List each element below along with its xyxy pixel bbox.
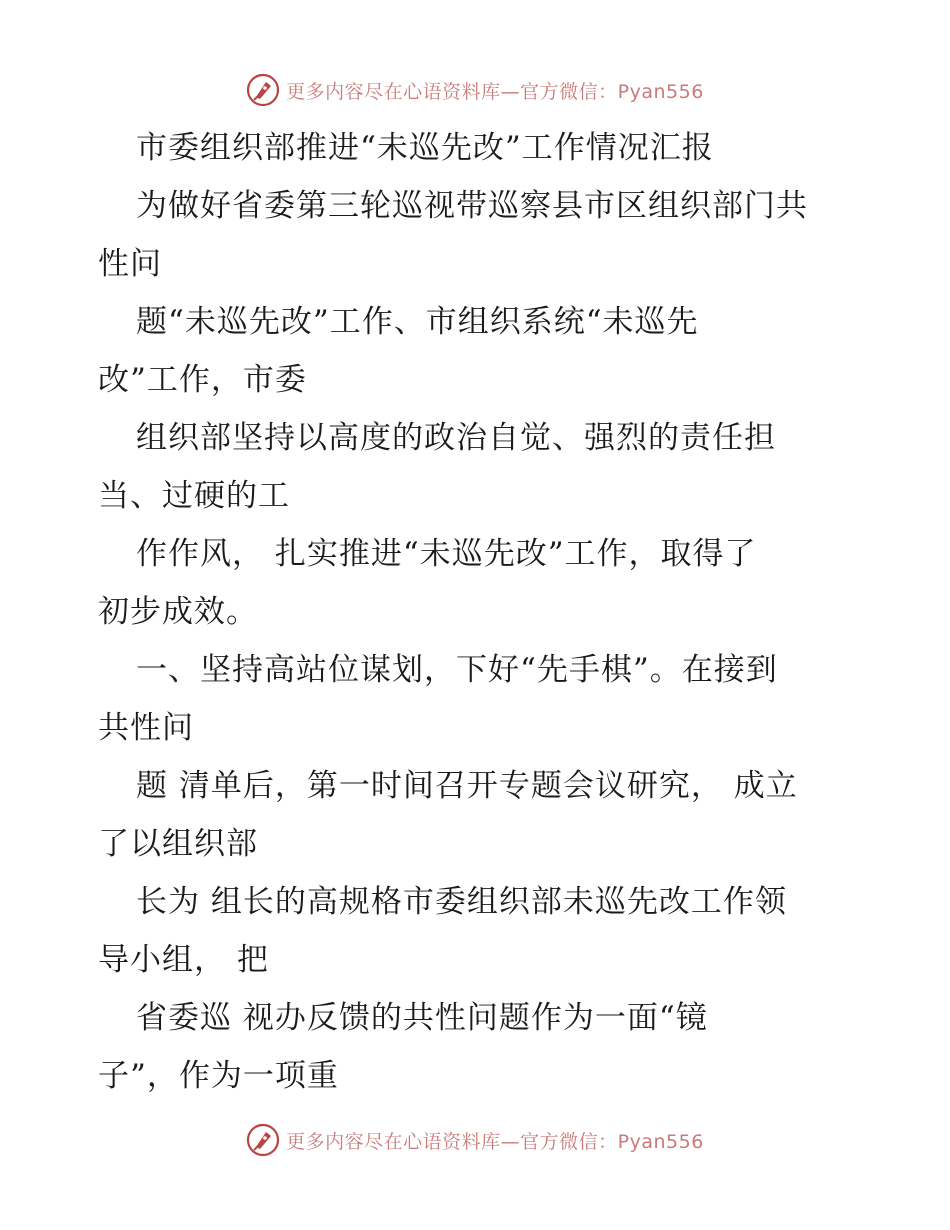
paragraph-line: 组织部坚持以高度的政治自觉、强烈的责任担 (136, 420, 776, 456)
section-heading-line: 一、坚持高站位谋划，下好“先手棋”。在接到 (136, 652, 778, 688)
paragraph-line: 当、过硬的工 (98, 478, 290, 514)
paragraph-line: 题 清单后，第一时间召开专题会议研究， 成立 (136, 768, 798, 804)
paragraph-line: 长为 组长的高规格市委组织部未巡先改工作领 (136, 884, 787, 920)
paragraph-line: 初步成效。 (98, 594, 258, 630)
pen-nib-seal-icon (246, 1123, 280, 1157)
footer-watermark (0, 1120, 950, 1160)
paragraph-line: 改”工作，市委 (98, 362, 307, 398)
paragraph-line: 子”，作为一项重 (98, 1058, 339, 1094)
paragraph-line: 题“未巡先改”工作、市组织系统“未巡先 (136, 304, 699, 340)
pen-nib-seal-icon (246, 73, 280, 107)
document-title: 市委组织部推进“未巡先改”工作情况汇报 (136, 130, 714, 166)
header-watermark (0, 70, 950, 110)
paragraph-line: 为做好省委第三轮巡视带巡察县市区组织部门共 (136, 188, 808, 224)
paragraph-line: 导小组， 把 (98, 942, 269, 978)
watermark-text: 更多内容尽在心语资料库—官方微信：Pyan556 (286, 80, 704, 103)
watermark-text: 更多内容尽在心语资料库—官方微信：Pyan556 (286, 1130, 704, 1153)
paragraph-line: 性问 (98, 246, 162, 282)
paragraph-line: 了以组织部 (98, 826, 258, 862)
paragraph-line: 作作风， 扎实推进“未巡先改”工作，取得了 (136, 536, 757, 572)
paragraph-line: 共性问 (98, 710, 194, 746)
paragraph-line: 省委巡 视办反馈的共性问题作为一面“镜 (136, 1000, 708, 1036)
